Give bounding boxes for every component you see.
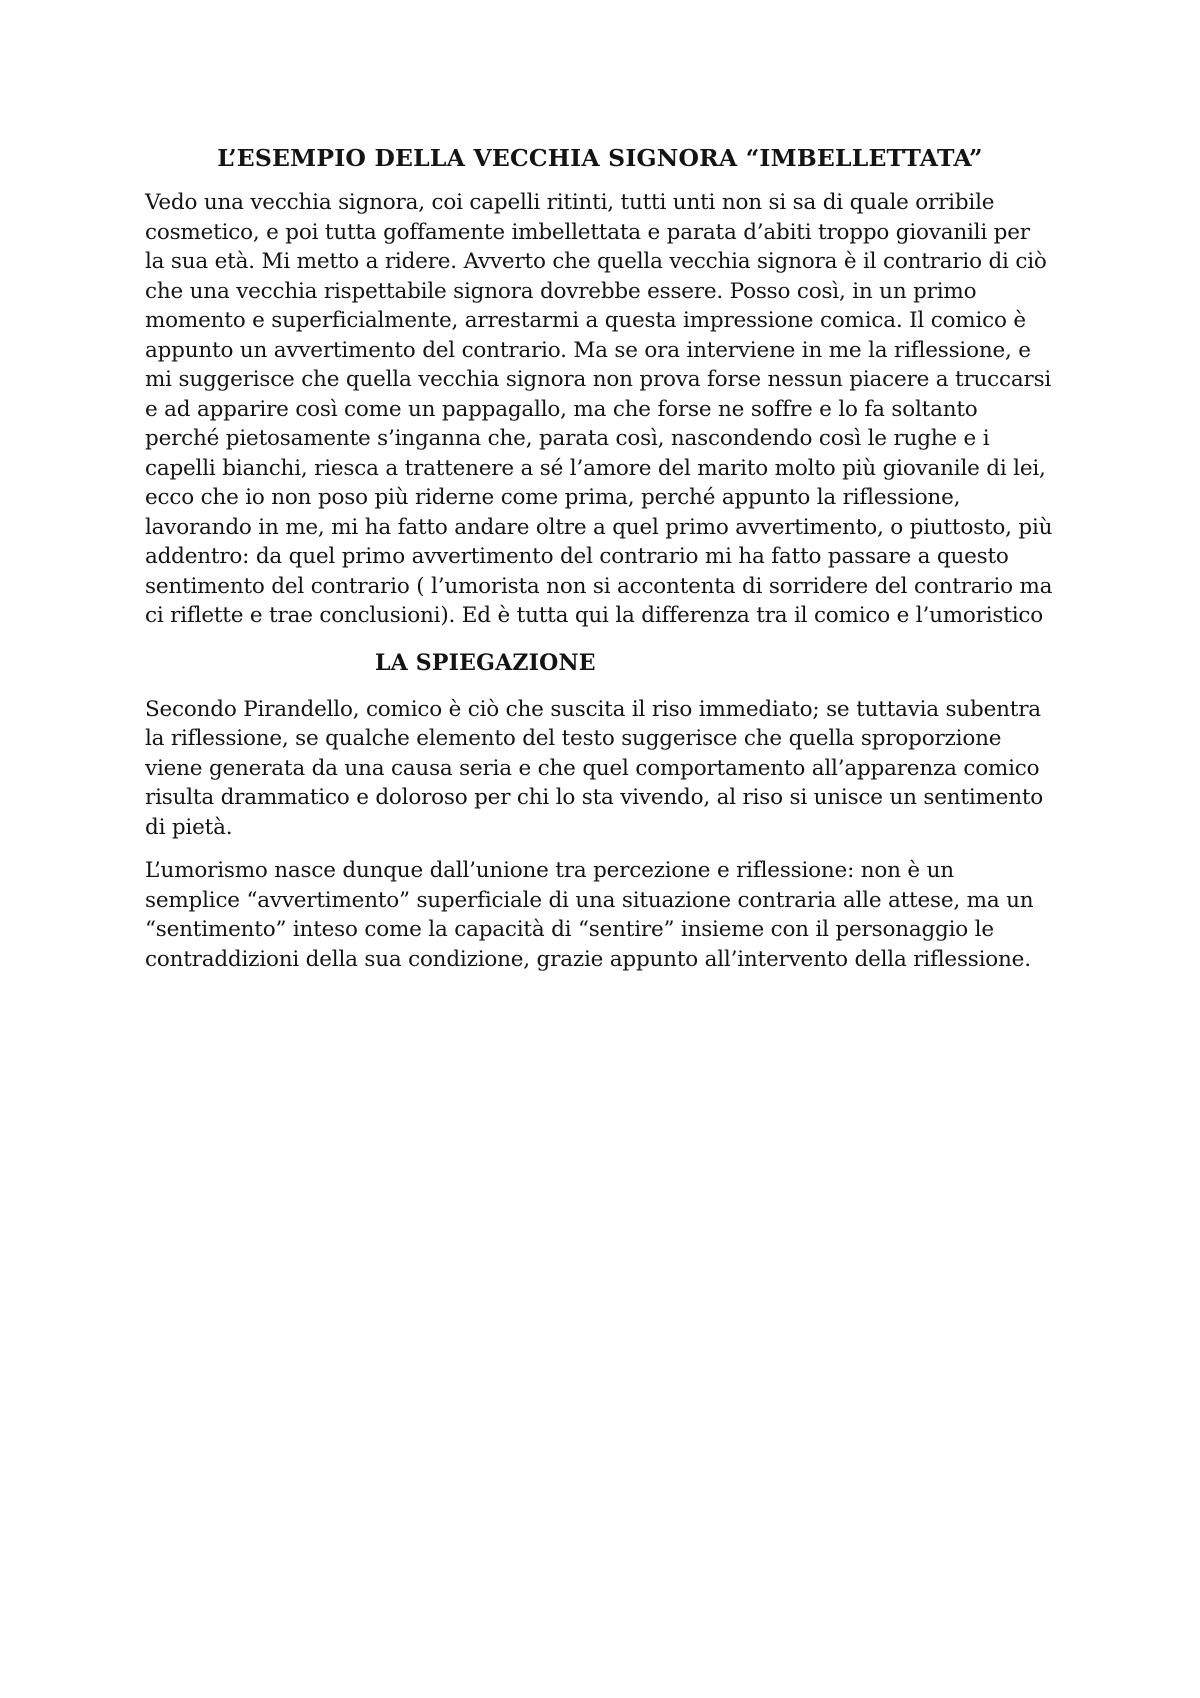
paragraph-explanation: Secondo Pirandello, comico è ciò che suscita il riso immediato; se tuttavia subentra la riflessione, se qualche elemento del testo suggerisce che quella sproporzione viene generata da una causa seria e che quel comportamento all’apparenza comico risulta drammatico e doloroso per chi lo sta vivendo, al riso si unisce un sentimento di pietà.: [145, 696, 1044, 840]
document-title: L’ESEMPIO DELLA VECCHIA SIGNORA “IMBELLETTATA”: [217, 144, 983, 172]
paragraph-conclusion: L’umorismo nasce dunque dall’unione tra percezione e riflessione: non è un semplice “avvertimento” superficiale di una situazione contraria alle attese, ma un “sentimento” inteso come la capacità di “sentire” insieme con il personaggio le contraddizioni della sua condizione, grazie appunto all’intervento della riflessione.: [145, 858, 1034, 972]
section-subtitle: LA SPIEGAZIONE: [375, 649, 596, 676]
paragraph-gap: [145, 842, 1055, 856]
document-body: [145, 140, 1055, 974]
paragraph-example: Vedo una vecchia signora, coi capelli ritinti, tutti unti non si sa di quale orribile cosmetico, e poi tutta goffamente imbellettata e parata d’abiti troppo giovanili per la sua età. Mi metto a ridere. Avverto che quella vecchia signora è il contrario di ciò che una vecchia rispettabile signora dovrebbe essere. Posso così, in un primo momento e superficialmente, arrestarmi a questa impressione comica. Il comico è appunto un avvertimento del contrario. Ma se ora interviene in me la riflessione, e mi suggerisce che quella vecchia signora non prova forse nessun piacere a truccarsi e ad apparire così come un pappagallo, ma che forse ne soffre e lo fa soltanto perché pietosamente s’inganna che, parata così, nascondendo così le rughe e i capelli bianchi, riesca a trattenere a sé l’amore del marito molto più giovanile di lei, ecco che io non poso più riderne come prima, perché appunto la riflessione, lavorando in me, mi ha fatto andare oltre a quel primo avvertimento, o piuttosto, più addentro: da quel primo avvertimento del contrario mi ha fatto passare a questo sentimento del contrario ( l’umorista non si accontenta di sorridere del contrario ma ci riflette e trae conclusioni). Ed è tutta qui la differenza tra il comico e l’umoristico: [145, 190, 1053, 628]
